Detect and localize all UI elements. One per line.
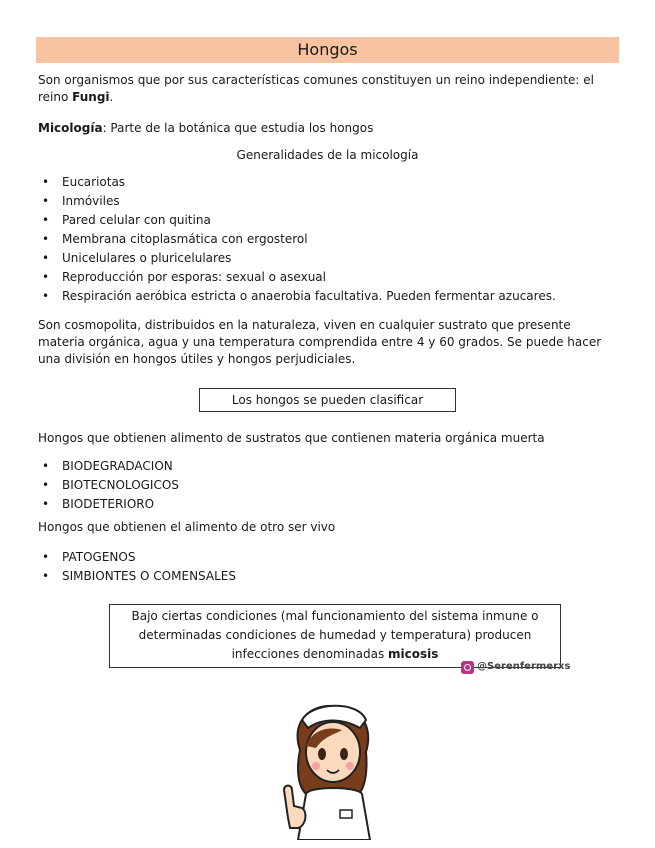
nurse-illustration <box>272 690 392 840</box>
intro-text: Son organismos que por sus características comunes constituyen un reino independiente: el reino <box>38 73 594 104</box>
intro-bold: Fungi <box>72 90 110 104</box>
list-item: • Reproducción por esporas: sexual o asexual <box>62 268 652 287</box>
micosis-text: Bajo ciertas condiciones (mal funcionamiento del sistema inmune o determinadas condiciones de humedad y temperatura) producen infecciones denominadas <box>131 609 539 661</box>
list-item: • Unicelulares o pluricelulares <box>62 249 652 268</box>
generalidades-heading: Generalidades de la micología <box>236 148 419 162</box>
list-item: • BIODETERIORO <box>62 495 179 514</box>
nurse-blush-right <box>346 762 354 770</box>
social-handle <box>461 660 570 674</box>
nurse-eye-left <box>318 748 326 760</box>
list-item: • SIMBIONTES O COMENSALES <box>62 567 236 586</box>
micologia-term: Micología <box>38 121 103 135</box>
nurse-blush-left <box>312 762 320 770</box>
cosmopolita-paragraph: Son cosmopolita, distribuidos en la naturaleza, viven en cualquier sustrato que presente materia orgánica, agua y una temperatura comprendida entre 4 y 60 grados. Se puede hacer una división en hongos útiles y hongos perjudiciales. <box>38 318 602 366</box>
micosis-bold: micosis <box>388 647 439 661</box>
nurse-badge <box>340 810 352 818</box>
generalidades-list <box>40 173 652 306</box>
micologia-text: : Parte de la botánica que estudia los hongos <box>102 121 374 135</box>
grupo2-list <box>40 548 236 586</box>
micologia-definition <box>38 120 623 137</box>
nurse-hand <box>284 786 305 829</box>
grupo2-heading: Hongos que obtienen el alimento de otro ser vivo <box>38 520 336 534</box>
micosis-box <box>109 604 561 668</box>
intro-end: . <box>109 90 114 104</box>
nurse-eye-right <box>340 748 348 760</box>
list-item: • BIOTECNOLOGICOS <box>62 476 179 495</box>
clasificar-box: Los hongos se pueden clasificar <box>199 388 456 412</box>
grupo1-list <box>40 457 179 514</box>
nurse-body <box>298 788 370 840</box>
list-item: • Respiración aeróbica estricta o anaerobia facultativa. Pueden fermentar azucares. <box>62 287 652 306</box>
intro-paragraph <box>38 72 623 106</box>
list-item: • Pared celular con quitina <box>62 211 652 230</box>
handle-text: @Serenfermerxs <box>477 661 571 672</box>
list-item: • BIODEGRADACION <box>62 457 179 476</box>
grupo1-heading: Hongos que obtienen alimento de sustratos que contienen materia orgánica muerta <box>38 431 545 445</box>
list-item: • Eucariotas <box>62 173 652 192</box>
list-item: • PATOGENOS <box>62 548 236 567</box>
instagram-icon <box>461 661 474 674</box>
page-title: Hongos <box>36 37 619 63</box>
list-item: • Membrana citoplasmática con ergosterol <box>62 230 652 249</box>
list-item: • Inmóviles <box>62 192 652 211</box>
